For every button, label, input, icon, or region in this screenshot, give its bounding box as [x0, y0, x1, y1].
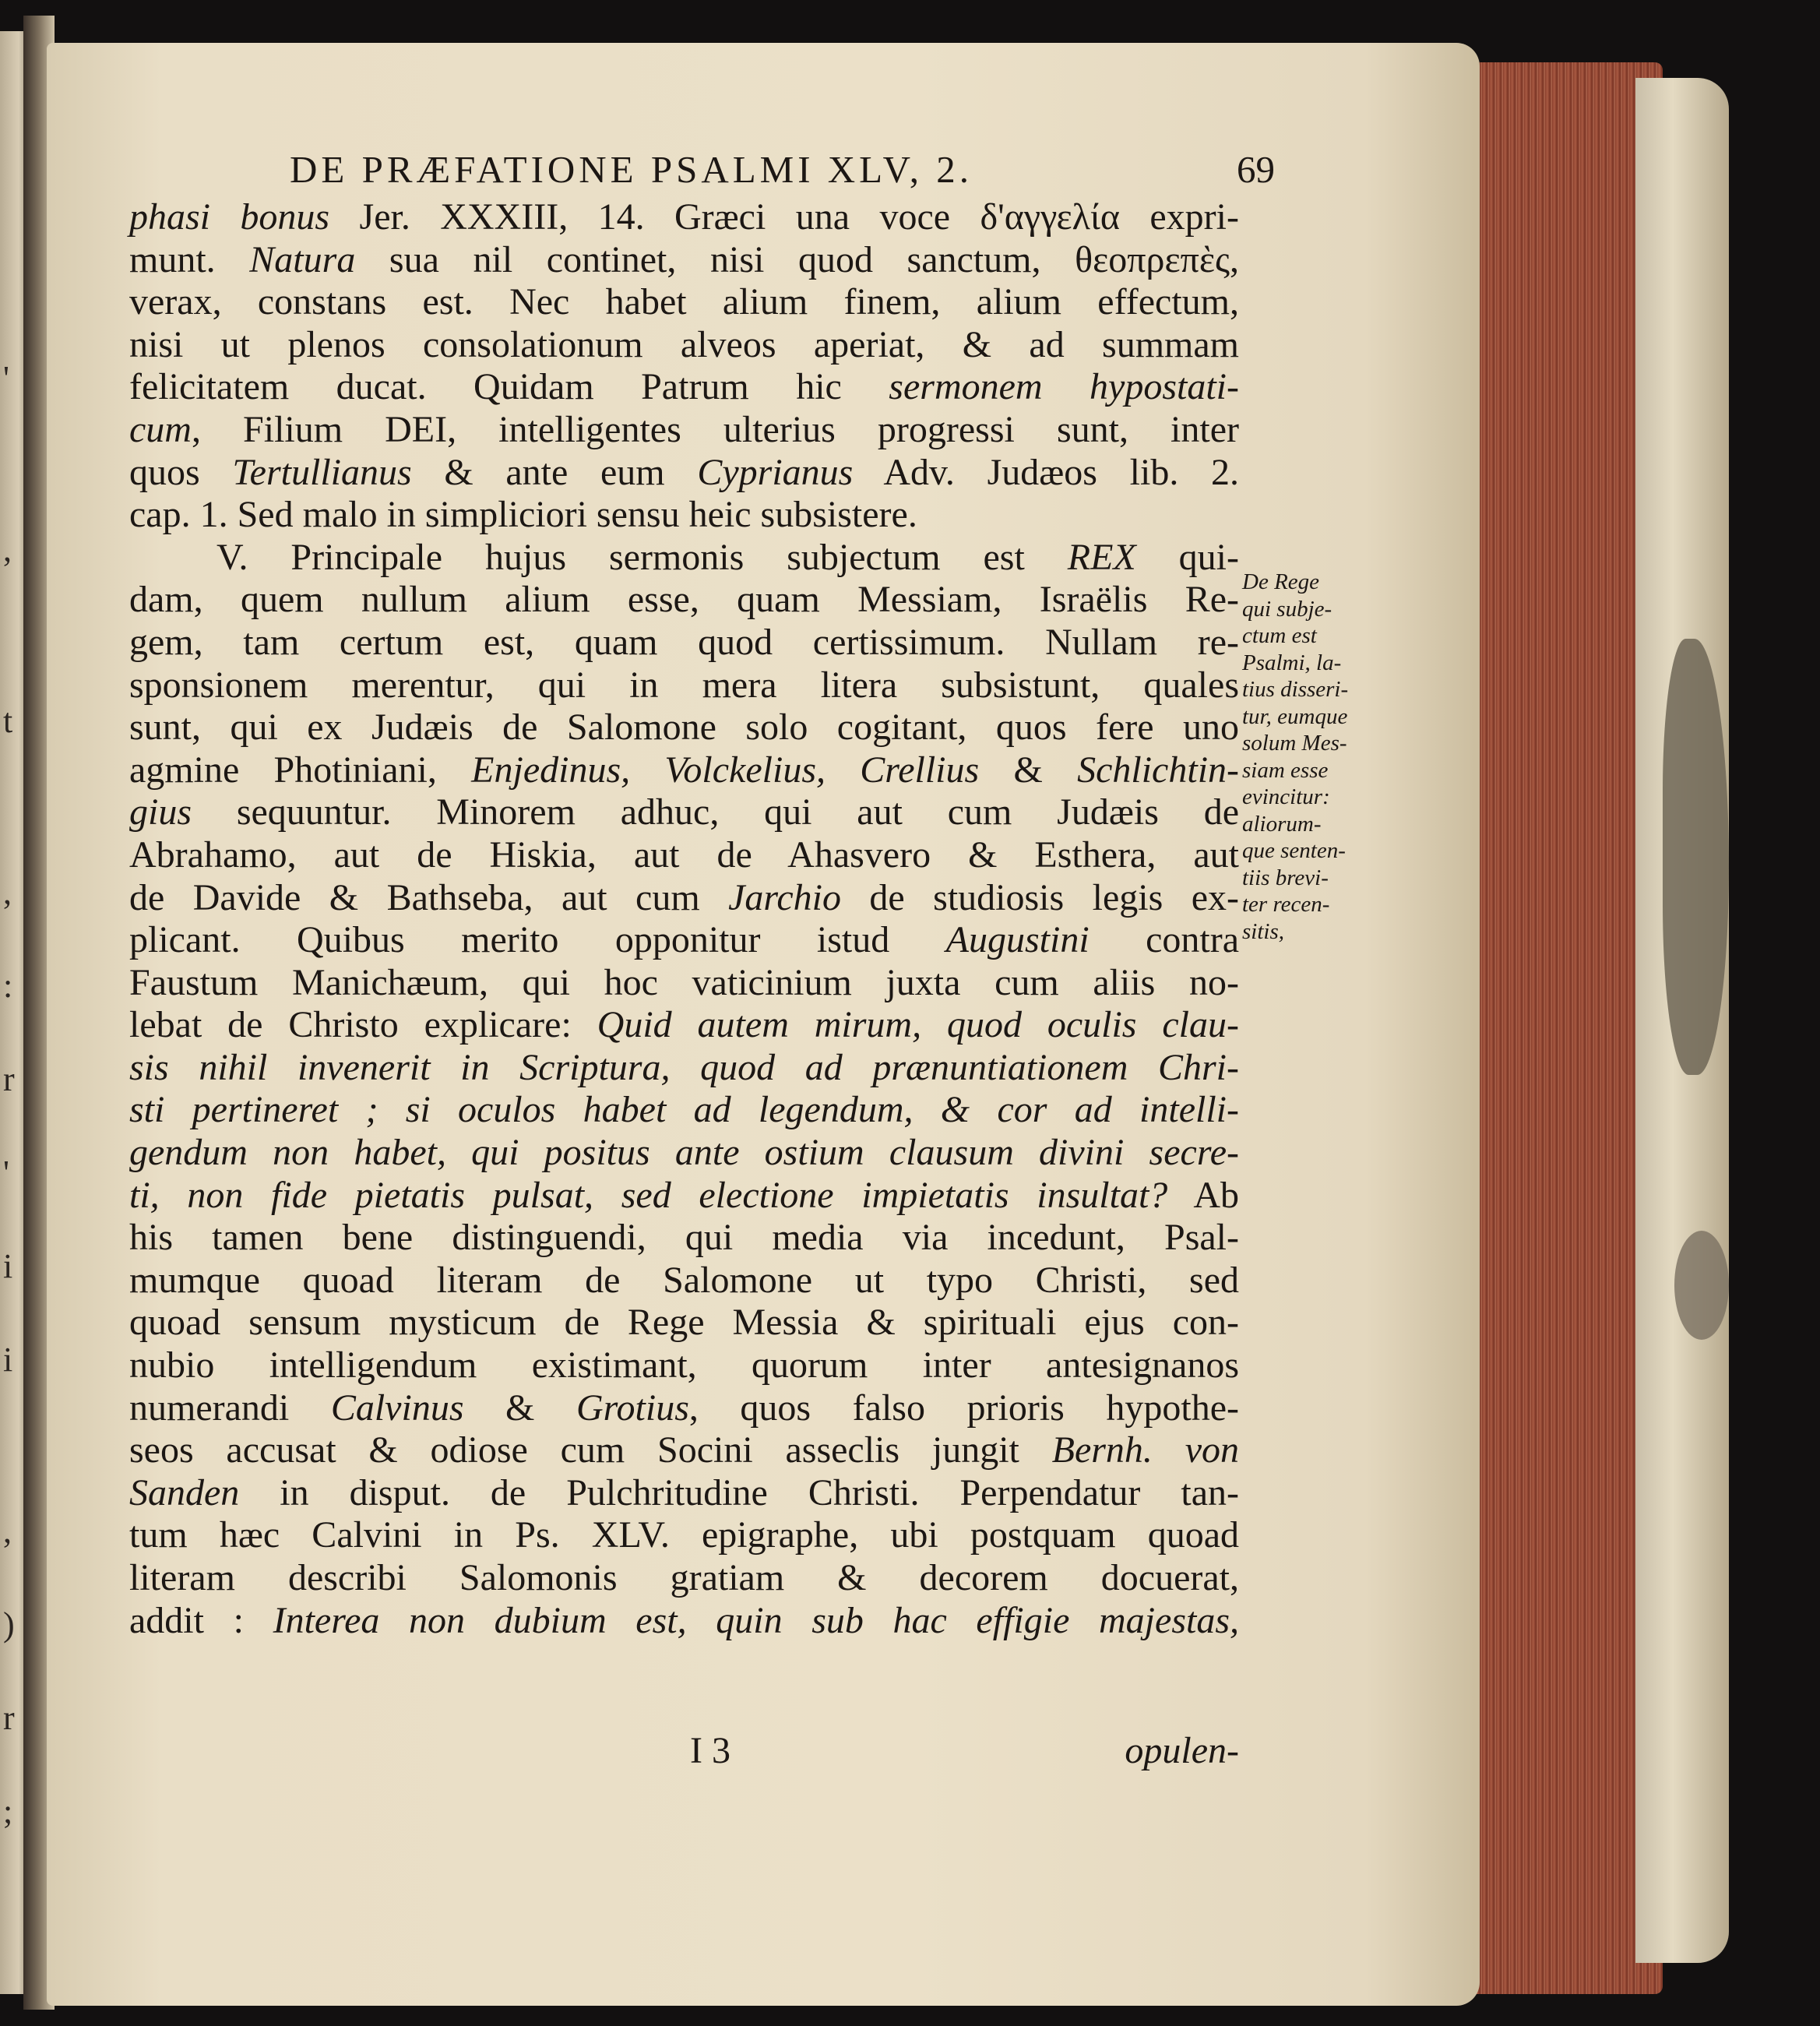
text-run: seos accusat & odiose cum Socini asseclis jungit: [129, 1429, 1052, 1471]
text-line: [129, 622, 1239, 664]
margin-note: [1242, 569, 1349, 945]
text-line: [129, 791, 1239, 834]
text-line: [129, 1089, 1239, 1132]
text-line: [129, 1004, 1239, 1047]
margin-note-line: que senten-: [1242, 838, 1346, 863]
margin-note-line: ctum est: [1242, 623, 1317, 648]
text-run: nisi ut plenos consolationum alveos aperiat, & ad summam: [129, 323, 1239, 365]
left-page-fragment: ): [3, 1605, 15, 1644]
italic-run: Grotius: [576, 1386, 689, 1429]
italic-run: gius: [129, 791, 192, 833]
text-run: dam, quem nullum alium esse, quam Messiam, Israëlis Re-: [129, 579, 1239, 621]
text-line: [129, 1217, 1239, 1260]
left-page-fragment: ;: [3, 1792, 13, 1830]
text-line: [129, 366, 1239, 409]
signature-mark: I 3: [690, 1730, 730, 1771]
text-run: de studiosis legis ex-: [840, 876, 1239, 918]
text-run: sequuntur. Minorem adhuc, qui aut cum Judæis de: [192, 791, 1239, 833]
page-number: 69: [1237, 148, 1275, 191]
left-page-fragment: t: [3, 702, 13, 740]
text-run: nubio intelligendum existimant, quorum inter antesignanos: [129, 1344, 1239, 1386]
left-page-fragment: i: [3, 1247, 13, 1285]
left-page-fragment: i: [3, 1341, 13, 1379]
italic-run: Augustini: [945, 919, 1090, 961]
italic-run: phasi bonus: [129, 196, 330, 238]
text-line: [129, 834, 1239, 877]
text-line: [129, 1132, 1239, 1175]
text-line: [129, 494, 1239, 537]
cover-stain: [1674, 1231, 1729, 1340]
text-line: [129, 1600, 1239, 1643]
italic-run: sti pertineret ; si oculos habet ad legendum, & cor ad intelli-: [129, 1089, 1239, 1131]
italic-run: Cyprianus: [697, 451, 854, 493]
text-line: [129, 409, 1239, 452]
text-run: Adv. Judæos lib. 2.: [853, 451, 1240, 493]
margin-note-line: siam esse: [1242, 757, 1329, 783]
margin-note-line: tius disseri-: [1242, 677, 1349, 702]
margin-note-line: De Rege: [1242, 569, 1320, 594]
left-page-fragment: ': [3, 359, 9, 397]
text-line: [129, 1514, 1239, 1557]
italic-run: Jarchio: [728, 876, 841, 918]
margin-note-line: ter recen-: [1242, 892, 1330, 917]
catchword: opulen-: [1125, 1730, 1239, 1771]
italic-run: Natura: [249, 238, 356, 280]
text-run: mumque quoad literam de Salomone ut typo Christi, sed: [129, 1259, 1239, 1301]
left-page-fragment: ,: [3, 530, 12, 569]
text-line: [129, 196, 1239, 239]
text-run: plicant. Quibus merito opponitur istud: [129, 919, 946, 961]
text-run: sua nil continet, nisi quod sanctum, θεοπρεπὲς,: [355, 238, 1239, 280]
running-head-title: DE PRÆFATIONE PSALMI XLV, 2.: [290, 148, 973, 191]
margin-note-line: tur, eumque: [1242, 703, 1348, 729]
text-run: in disput. de Pulchritudine Christi. Perpendatur tan-: [239, 1471, 1239, 1513]
italic-run: ti, non fide pietatis pulsat, sed electione impietatis insultat?: [129, 1174, 1168, 1216]
text-run: sponsionem merentur, qui in mera litera subsistunt, quales: [129, 664, 1239, 706]
italic-run: Interea non dubium est, quin sub hac effigie majestas,: [273, 1599, 1240, 1641]
body-text: [129, 196, 1239, 1642]
text-line: [129, 706, 1239, 749]
running-head: [290, 146, 1275, 193]
text-run: felicitatem ducat. Quidam Patrum hic: [129, 366, 889, 408]
text-run: his tamen bene distinguendi, qui media via incedunt, Psal-: [129, 1217, 1239, 1259]
text-run: tum hæc Calvini in Ps. XLV. epigraphe, ubi postquam quoad: [129, 1514, 1239, 1556]
text-line: [129, 1175, 1239, 1217]
text-line: [129, 1047, 1239, 1090]
left-page-fragment: r: [3, 1060, 15, 1098]
margin-note-line: evincitur:: [1242, 784, 1330, 809]
text-line: [129, 579, 1239, 622]
text-run: gem, tam certum est, quam quod certissimum. Nullam re-: [129, 621, 1239, 663]
text-run: sunt, qui ex Judæis de Salomone solo cogitant, quos fere uno: [129, 706, 1239, 749]
text-line: [129, 1387, 1239, 1430]
text-run: verax, constans est. Nec habet alium finem, alium effectum,: [129, 281, 1239, 323]
left-page-fragment: ,: [3, 873, 12, 911]
text-run: addit :: [129, 1599, 273, 1641]
page-edges: [1468, 62, 1663, 1994]
text-run: V. Principale hujus sermonis subjectum est: [216, 536, 1068, 578]
margin-note-line: Psalmi, la-: [1242, 650, 1342, 675]
text-run: Ab: [1167, 1174, 1240, 1216]
italic-run: Quid autem mirum, quod oculis clau-: [597, 1004, 1239, 1046]
text-line: [129, 1557, 1239, 1600]
margin-note-line: aliorum-: [1242, 811, 1322, 837]
text-run: numerandi: [129, 1386, 331, 1429]
italic-run: sermonem hypostati-: [889, 366, 1239, 408]
left-page-fragment: ': [3, 1154, 9, 1192]
text-line: [129, 664, 1239, 707]
text-run: , quos falso prioris hypothe-: [688, 1386, 1240, 1429]
text-line: [129, 1429, 1239, 1472]
margin-note-line: qui subje-: [1242, 596, 1332, 622]
text-line: [129, 1344, 1239, 1387]
italic-run: cum: [129, 408, 192, 450]
italic-run: Tertullianus: [232, 451, 412, 493]
italic-run: Bernh. von: [1051, 1429, 1239, 1471]
italic-run: Enjedinus, Volckelius, Crellius: [471, 749, 980, 791]
text-run: de Davide & Bathseba, aut cum: [129, 876, 729, 918]
text-line: [129, 919, 1239, 962]
text-line: [129, 962, 1239, 1005]
text-line: [129, 324, 1239, 367]
text-run: Jer. XXXIII, 14. Græci una voce δ'αγγελία expri-: [329, 196, 1239, 238]
italic-run: Sanden: [129, 1471, 240, 1513]
text-line: [129, 749, 1239, 792]
text-run: quos: [129, 451, 233, 493]
left-page-fragment: ,: [3, 1512, 12, 1550]
text-run: Faustum Manichæum, qui hoc vaticinium juxta cum aliis no-: [129, 961, 1239, 1003]
italic-run: gendum non habet, qui positus ante ostium clausum divini secre-: [129, 1132, 1239, 1174]
italic-run: REX: [1067, 536, 1136, 578]
text-line: [129, 1302, 1239, 1344]
text-line: [129, 239, 1239, 282]
margin-note-line: sitis,: [1242, 918, 1284, 944]
left-page-fragment: :: [3, 967, 13, 1005]
text-run: , Filium DEI, intelligentes ulterius progressi sunt, inter: [191, 408, 1239, 450]
text-run: &: [979, 749, 1078, 791]
text-run: cap. 1. Sed malo in simpliciori sensu heic subsistere.: [129, 494, 917, 536]
page-footer: [129, 1728, 1239, 1774]
italic-run: Schlichtin-: [1077, 749, 1240, 791]
italic-run: sis nihil invenerit in Scriptura, quod ad prænuntiationem Chri-: [129, 1046, 1239, 1088]
text-line: [129, 1260, 1239, 1302]
text-run: contra: [1089, 919, 1239, 961]
margin-note-line: tiis brevi-: [1242, 865, 1329, 890]
text-line: [129, 281, 1239, 324]
text-run: quoad sensum mysticum de Rege Messia & spirituali ejus con-: [129, 1302, 1239, 1344]
text-run: agmine Photiniani,: [129, 749, 472, 791]
margin-note-line: solum Mes-: [1242, 731, 1347, 756]
text-line: [129, 452, 1239, 495]
text-line: [129, 537, 1239, 580]
text-run: Abrahamo, aut de Hiskia, aut de Ahasvero & Esthera, aut: [129, 833, 1239, 876]
text-run: &: [463, 1386, 576, 1429]
text-line: [129, 877, 1239, 920]
text-run: lebat de Christo explicare:: [129, 1004, 597, 1046]
left-page-fragment: r: [3, 1699, 15, 1737]
text-run: & ante eum: [411, 451, 698, 493]
text-run: literam describi Salomonis gratiam & decorem docuerat,: [129, 1557, 1239, 1598]
text-line: [129, 1472, 1239, 1515]
text-run: qui-: [1135, 536, 1239, 578]
text-run: munt.: [129, 238, 250, 280]
italic-run: Calvinus: [330, 1386, 464, 1429]
